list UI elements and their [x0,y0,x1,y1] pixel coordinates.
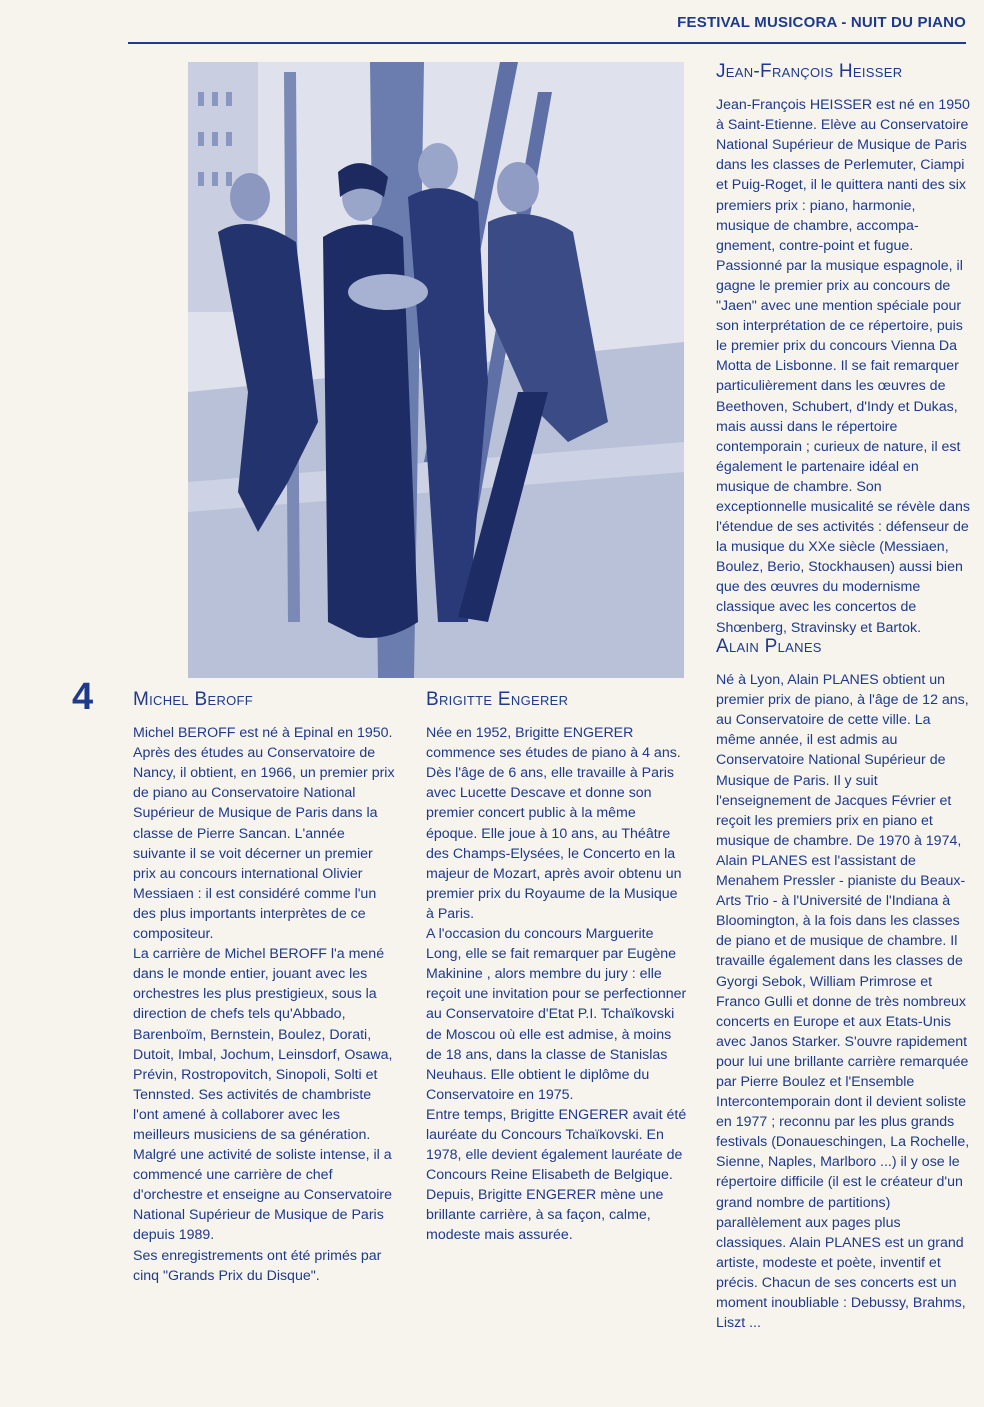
bio-paragraph: Michel BEROFF est né à Epinal en 1950. Après des études au Conservatoire de Nancy, il obtient, en 1966, un premier prix de piano au Conservatoire National Supérieur de Musique de Paris dans la classe de Pierre Sancan. L'année suivante il se voit décerner un premier prix au concours international Olivier Messiaen : il est considéré comme l'un des plus importants interprètes de ce compositeur. [133,725,395,943]
bio-paragraph: A l'occasion du concours Marguerite Long, elle se fait remarquer par Eugène Makinine , alors membre du jury : elle reçoit une invitation pour se perfectionner au Conservatoire d'Etat P.I. Tchaïkovski de Moscou où elle est admise, à moins de 18 ans, dans la classe de Stanislas Neuhaus. Elle obtient le diplôme du Conservatoire en 1975. [426,926,687,1103]
bio-paragraph: Né à Lyon, Alain PLANES obtient un premier prix de piano, à l'âge de 12 ans, au Conservatoire de cette ville. La même année, il est admis au Conservatoire National Supérieur de Musique de Paris. Il y suit l'enseignement de Jacques Février et reçoit les premiers prix en piano et musique de chambre. De 1970 à 1974, Alain PLANES est l'assistant de Menahem Pressler - pianiste du Beaux-Arts Trio - à l'Université de l'Indiana à Bloomington, à la fois dans les classes de piano et de musique de chambre. Il travaille également dans les classes de Gyorgi Sebok, William Primrose et Franco Gulli et donne de très nombreux concerts en Europe et aux Etats-Unis avec Janos Starker. S'ouvre rapidement pour lui une brillante carrière remarquée par Pierre Boulez et l'Ensemble Intercontemporain dont il devient soliste en 1977 ; reconnu par les plus grands festivals (Donaueschingen, La Rochelle, Sienne, Naples, Marlboro ...) il y ose le répertoire difficile (il est le créateur d'un grand nombre de partitions) parallèlement aux pages plus classiques. Alain PLANES est un grand artiste, modeste et poète, inventif et précis. Chacun de ses concerts est un moment inoubliable : Debussy, Brahms, Liszt ... [716,672,970,1332]
bio-brigitte-engerer [426,690,688,1246]
bio-heading: Brigitte Engerer [426,689,569,710]
bio-heading: Jean-François Heisser [716,61,903,82]
bio-paragraph: Jean-François HEISSER est né en 1950 à Saint-Etienne. Elève au Conservatoire National Supérieur de Musique de Paris dans les classes de Perlemuter, Ciampi et Puig-Roget, il le quittera nanti des six premiers prix : piano, harmonie, musique de chambre, accompa-gnement, contre-point et fugue. Passionné par la musique espagnole, il gagne le premier prix au concours de "Jaen" avec une mention spéciale pour son interprétation de ce répertoire, puis le premier prix du concours Vienna Da Motta de Lisbonne. Il se fait remarquer particulièrement dans les œuvres de Beethoven, Schubert, d'Indy et Dukas, mais aussi dans le répertoire contemporain ; curieux de nature, il est également le partenaire idéal en musique de chambre. Son exceptionnelle musicalité se révèle dans l'étendue de ses activités : défenseur de la musique du XXe siècle (Messiaen, Boulez, Berio, Stockhausen) aussi bien que des œuvres du modernisme classique avec les concertos de Shœnberg, Stravinsky et Bartok. [716,97,970,636]
bio-paragraph: Ses enregistrements ont été primés par cinq "Grands Prix du Disque". [133,1247,382,1284]
bio-alain-planes [716,637,972,1333]
group-photo [188,62,684,678]
bio-michel-beroff [133,690,395,1286]
bio-heading: Michel Beroff [133,689,254,710]
bio-paragraph: Depuis, Brigitte ENGERER mène une brillante carrière, à sa façon, calme, modeste mais assurée. [426,1187,664,1244]
bio-jean-francois-heisser [716,62,972,638]
bio-paragraph: Entre temps, Brigitte ENGERER avait été lauréate du Concours Tchaïkovski. En 1978, elle devient également lauréate de Concours Reine Elisabeth de Belgique. [426,1106,687,1184]
header-divider [128,42,966,44]
bio-paragraph: Née en 1952, Brigitte ENGERER commence ses études de piano à 4 ans. Dès l'âge de 6 ans, elle travaille à Paris avec Lucette Descave et donne son premier concert public à la même époque. Elle joue à 10 ans, au Théâtre des Champs-Elysées, le Concerto en la majeur de Mozart, après avoir obtenu un premier prix du Royaume de la Musique à Paris. [426,725,682,922]
running-header: FESTIVAL MUSICORA - NUIT DU PIANO [677,14,966,31]
bio-heading: Alain Planes [716,636,822,657]
bio-paragraph: Malgré une activité de soliste intense, il a commencé une carrière de chef d'orchestre et enseigne au Conservatoire National Supérieur de Musique de Paris depuis 1989. [133,1147,393,1244]
bio-paragraph: La carrière de Michel BEROFF l'a mené dans le monde entier, jouant avec les orchestres les plus prestigieux, sous la direction de chefs tels qu'Abbado, Barenboïm, Bernstein, Boulez, Dorati, Dutoit, Imbal, Jochum, Leinsdorf, Osawa, Prévin, Rostropovitch, Sinopoli, Solti et Tennsted. Ses activités de chambriste l'ont amené à collaborer avec les meilleurs musiciens de sa génération. [133,946,393,1143]
page-number: 4 [72,676,94,718]
